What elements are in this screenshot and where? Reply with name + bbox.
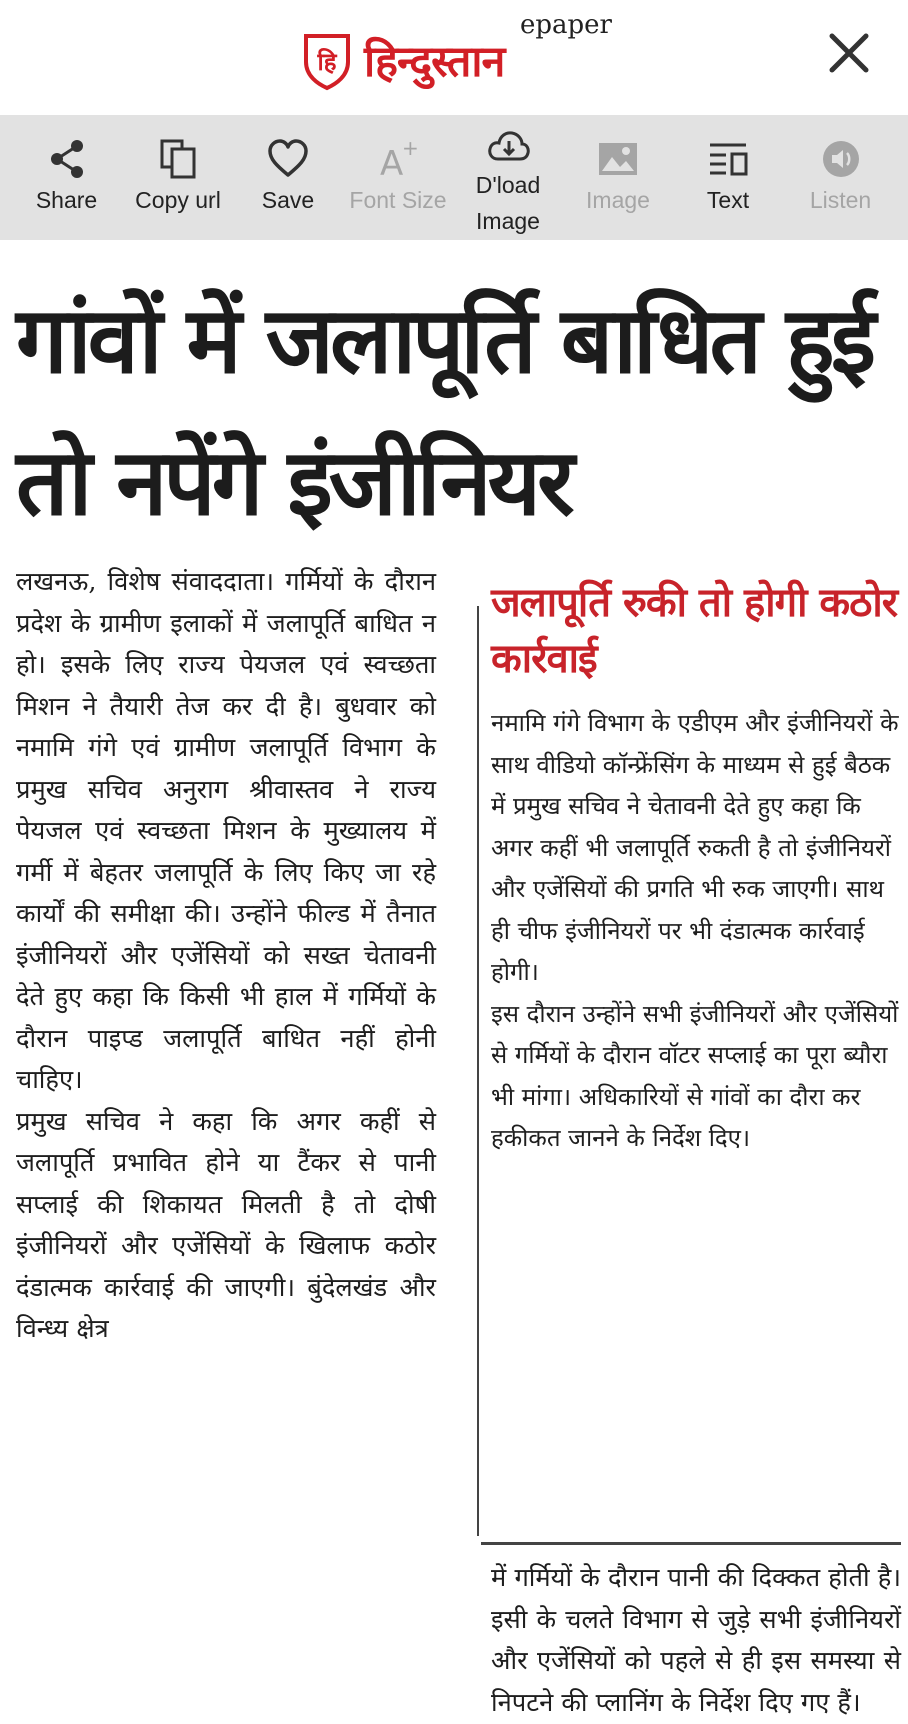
image-icon	[596, 137, 640, 181]
text-button[interactable]	[673, 115, 783, 240]
download-image-button[interactable]	[453, 115, 563, 240]
share-icon	[45, 137, 89, 181]
app-header	[0, 0, 908, 115]
font-size-icon	[376, 136, 420, 184]
svg-text:+: +	[402, 136, 419, 160]
download-image-label: D'load Image	[475, 172, 541, 234]
article-clip	[0, 240, 908, 1718]
heart-icon	[266, 137, 310, 181]
left-column	[16, 562, 436, 1351]
font-size-label: Font Size	[349, 187, 447, 213]
logo-text: हिन्दुस्तान	[364, 37, 505, 87]
box-paragraph-2: इस दौरान उन्होंने सभी इंजीनियरों और एजेंसियों से गर्मियों के दौरान वॉटर सप्लाई का पूरा ब्यौरा भी मांगा। अधिकारियों से गांवों का दौरा कर हकीकत जानने के निर्देश दिए।	[491, 999, 899, 1152]
left-paragraph-2: प्रमुख सचिव ने कहा कि अगर कहीं से जलापूर्ति प्रभावित होने या टैंकर से पानी सप्लाई की शिकायत मिलती है तो दोषी इंजीनियरों और एजेंसियों के खिलाफ कठोर दंडात्मक कार्रवाई की जाएगी। बुंदेलखंड और विन्ध्य क्षेत्र	[16, 1106, 436, 1344]
logo-shield-icon	[302, 32, 352, 90]
article-headline: गांवों में जलापूर्ति बाधित हुई तो नपेंगे इंजीनियर	[16, 287, 872, 536]
copy-icon	[156, 137, 200, 181]
text-icon	[706, 137, 750, 181]
copy-url-label: Copy url	[135, 187, 221, 213]
image-button[interactable]	[563, 115, 673, 240]
font-size-button[interactable]	[343, 115, 453, 240]
hindustan-logo	[302, 10, 612, 104]
save-button[interactable]	[233, 115, 343, 240]
box-rule	[481, 1542, 901, 1545]
cloud-download-icon	[486, 125, 530, 169]
listen-button[interactable]	[783, 115, 898, 240]
logo-epaper-label: epaper	[520, 10, 612, 40]
copy-url-button[interactable]	[123, 115, 233, 240]
right-column-continuation: में गर्मियों के दौरान पानी की दिक्कत होती है। इसी के चलते विभाग से जुड़े सभी इंजीनियरों और एजेंसियों को पहले से ही इस समस्या से निपटने की प्लानिंग के निर्देश दिए गए हैं।	[491, 1563, 901, 1718]
svg-text:A: A	[380, 144, 404, 184]
image-label: Image	[586, 187, 650, 213]
close-icon[interactable]	[826, 30, 872, 76]
box-title: जलापूर्ति रुकी तो होगी कठोर कार्रवाई	[491, 580, 898, 682]
save-label: Save	[261, 187, 315, 213]
toolbar	[0, 115, 908, 240]
column-divider	[477, 606, 479, 1536]
speaker-icon	[819, 137, 863, 181]
share-label: Share	[35, 187, 98, 213]
listen-label: Listen	[809, 187, 872, 213]
box-paragraph-1: नमामि गंगे विभाग के एडीएम और इंजीनियरों के साथ वीडियो कॉन्फ्रेंसिंग के माध्यम से हुई बैठक में प्रमुख सचिव ने चेतावनी देते हुए कहा कि अगर कहीं भी जलापूर्ति रुकती है तो इंजीनियरों और एजेंसियों की प्रगति भी रुक जाएगी। साथ ही चीफ इंजीनियरों पर भी दंडात्मक कार्रवाई होगी।	[491, 709, 899, 986]
left-paragraph-1: लखनऊ, विशेष संवाददाता। गर्मियों के दौरान प्रदेश के ग्रामीण इलाकों में जलापूर्ति बाधित न हो। इसके लिए राज्य पेयजल एवं स्वच्छता मिशन ने तैयारी तेज कर दी है। बुधवार को नमामि गंगे एवं ग्रामीण जलापूर्ति विभाग के प्रमुख सचिव अनुराग श्रीवास्तव ने राज्य पेयजल एवं स्वच्छता मिशन के मुख्यालय में गर्मी में बेहतर जलापूर्ति के लिए किए जा रहे कार्यों की समीक्षा की। उन्होंने फील्ड में तैनात इंजीनियरों और एजेंसियों को सख्त चेतावनी देते हुए कहा कि किसी भी हाल में गर्मियों के दौरान पाइप्ड जलापूर्ति बाधित नहीं होनी चाहिए।	[16, 567, 436, 1095]
text-label: Text	[706, 187, 750, 213]
logo-mark: हि	[317, 48, 337, 76]
box-body	[491, 703, 901, 1160]
share-button[interactable]	[10, 115, 123, 240]
sidebar-box	[491, 575, 901, 1160]
